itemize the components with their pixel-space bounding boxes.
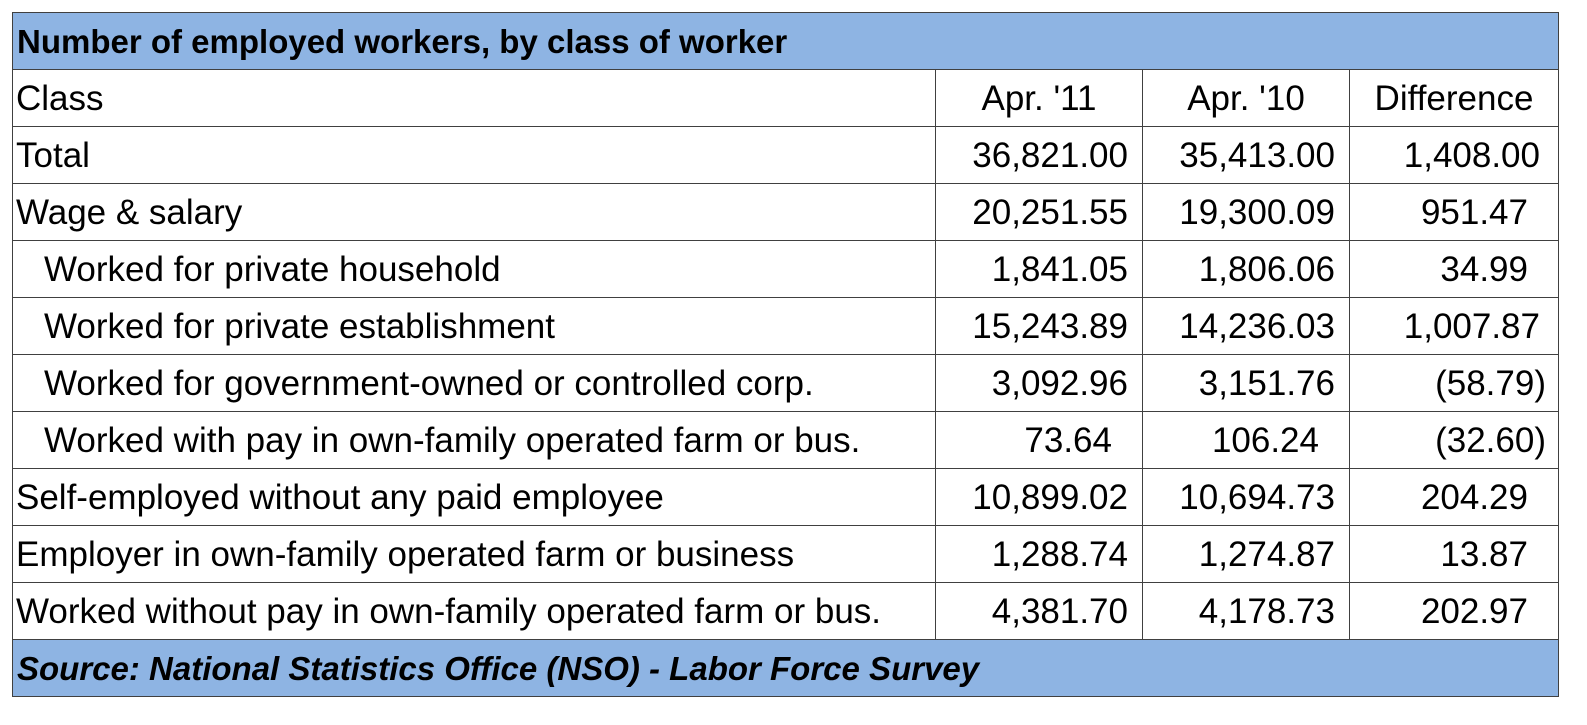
row-class-label: Self-employed without any paid employee	[13, 469, 936, 526]
cell-difference: 1,007.87	[1350, 298, 1559, 355]
cell-difference: 951.47	[1350, 184, 1559, 241]
row-class-label: Employer in own-family operated farm or business	[13, 526, 936, 583]
column-header-class: Class	[13, 70, 936, 127]
cell-apr11: 10,899.02	[936, 469, 1143, 526]
cell-difference: (58.79)	[1350, 355, 1559, 412]
cell-difference: 13.87	[1350, 526, 1559, 583]
cell-difference: 1,408.00	[1350, 127, 1559, 184]
cell-apr11: 36,821.00	[936, 127, 1143, 184]
header-row	[13, 70, 1559, 127]
cell-difference: 204.29	[1350, 469, 1559, 526]
cell-apr11: 73.64	[936, 412, 1143, 469]
source-row	[13, 640, 1559, 697]
table-row	[13, 184, 1559, 241]
row-class-label: Wage & salary	[13, 184, 936, 241]
title-row	[13, 13, 1559, 70]
cell-apr10: 19,300.09	[1143, 184, 1350, 241]
cell-apr10: 1,274.87	[1143, 526, 1350, 583]
employed-workers-table	[12, 12, 1559, 697]
cell-apr10: 1,806.06	[1143, 241, 1350, 298]
cell-apr11: 1,841.05	[936, 241, 1143, 298]
table-row	[13, 583, 1559, 640]
source-note: Source: National Statistics Office (NSO) - Labor Force Survey	[13, 640, 1559, 697]
row-class-label: Total	[13, 127, 936, 184]
cell-apr10: 14,236.03	[1143, 298, 1350, 355]
table-row	[13, 469, 1559, 526]
cell-apr11: 4,381.70	[936, 583, 1143, 640]
cell-difference: (32.60)	[1350, 412, 1559, 469]
table-row	[13, 355, 1559, 412]
cell-apr10: 35,413.00	[1143, 127, 1350, 184]
table-row	[13, 298, 1559, 355]
cell-apr11: 1,288.74	[936, 526, 1143, 583]
column-header-apr10: Apr. '10	[1143, 70, 1350, 127]
cell-apr11: 20,251.55	[936, 184, 1143, 241]
cell-apr10: 106.24	[1143, 412, 1350, 469]
column-header-difference: Difference	[1350, 70, 1559, 127]
row-class-label: Worked with pay in own-family operated farm or bus.	[13, 412, 936, 469]
cell-apr10: 3,151.76	[1143, 355, 1350, 412]
table-row	[13, 241, 1559, 298]
cell-apr11: 15,243.89	[936, 298, 1143, 355]
cell-apr10: 4,178.73	[1143, 583, 1350, 640]
table-row	[13, 412, 1559, 469]
row-class-label: Worked for government-owned or controlled corp.	[13, 355, 936, 412]
cell-apr10: 10,694.73	[1143, 469, 1350, 526]
cell-difference: 202.97	[1350, 583, 1559, 640]
row-class-label: Worked for private household	[13, 241, 936, 298]
table-row	[13, 127, 1559, 184]
column-header-apr11: Apr. '11	[936, 70, 1143, 127]
cell-difference: 34.99	[1350, 241, 1559, 298]
table-title: Number of employed workers, by class of worker	[13, 13, 1559, 70]
row-class-label: Worked without pay in own-family operated farm or bus.	[13, 583, 936, 640]
table-container	[12, 12, 1558, 697]
table-row	[13, 526, 1559, 583]
cell-apr11: 3,092.96	[936, 355, 1143, 412]
row-class-label: Worked for private establishment	[13, 298, 936, 355]
